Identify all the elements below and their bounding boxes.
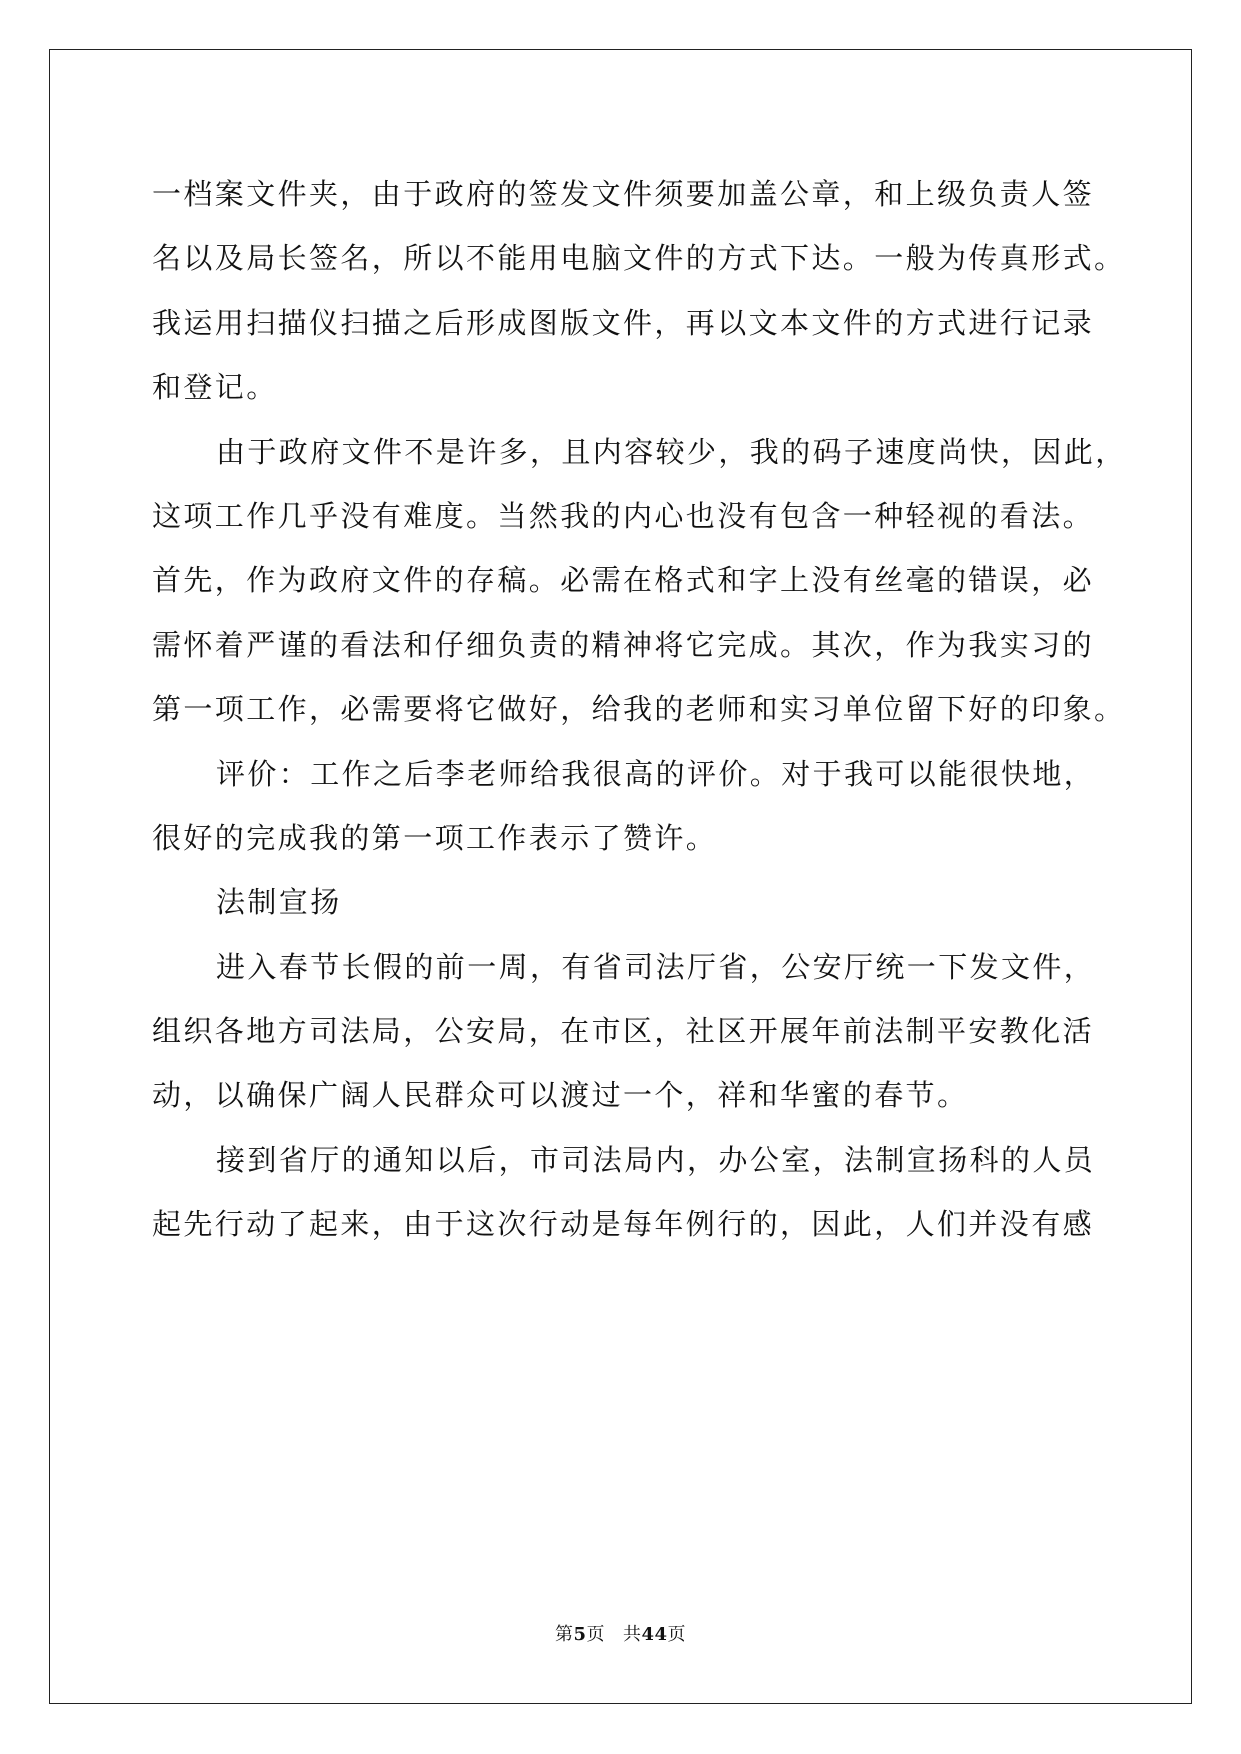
page-prefix: 第 <box>554 1624 574 1645</box>
page-number: 5 <box>573 1624 587 1645</box>
document-body <box>152 162 1127 1257</box>
text-line: 首先，作为政府文件的存稿。必需在格式和字上没有丝毫的错误，必 <box>152 563 1095 598</box>
total-prefix: 共 <box>622 1624 642 1645</box>
text-line: 和登记。 <box>152 370 278 405</box>
text-line: 第一项工作，必需要将它做好，给我的老师和实习单位留下好的印象。 <box>152 692 1126 727</box>
page-footer <box>0 1620 1241 1646</box>
text-line: 需怀着严谨的看法和仔细负责的精神将它完成。其次，作为我实习的 <box>152 627 1095 662</box>
paragraph-start-line: 进入春节长假的前一周，有省司法厅省，公安厅统一下发文件， <box>216 949 1096 984</box>
text-line: 起先行动了起来，由于这次行动是每年例行的，因此，人们并没有感 <box>152 1207 1095 1242</box>
text-line: 一档案文件夹，由于政府的签发文件须要加盖公章，和上级负责人签 <box>152 177 1095 211</box>
total-pages: 44 <box>641 1624 668 1645</box>
text-line: 我运用扫描仪扫描之后形成图版文件，再以文本文件的方式进行记录 <box>152 305 1095 340</box>
text-line: 动，以确保广阔人民群众可以渡过一个，祥和华蜜的春节。 <box>152 1078 969 1113</box>
paragraph-start-line: 评价：工作之后李老师给我很高的评价。对于我可以能很快地， <box>216 756 1096 791</box>
total-suffix: 页 <box>667 1624 687 1645</box>
section-heading: 法制宣扬 <box>216 885 342 920</box>
paragraph-start-line: 接到省厅的通知以后，市司法局内，办公室，法制宣扬科的人员 <box>216 1142 1096 1177</box>
page-suffix: 页 <box>586 1624 605 1645</box>
text-line: 这项工作几乎没有难度。当然我的内心也没有包含一种轻视的看法。 <box>152 498 1095 533</box>
text-line: 组织各地方司法局，公安局，在市区，社区开展年前法制平安教化活 <box>152 1014 1095 1049</box>
text-line: 名以及局长签名，所以不能用电脑文件的方式下达。一般为传真形式。 <box>152 241 1126 276</box>
paragraph-start-line: 由于政府文件不是许多，且内容较少，我的码子速度尚快，因此， <box>216 434 1127 469</box>
text-line: 很好的完成我的第一项工作表示了赞许。 <box>152 820 718 855</box>
